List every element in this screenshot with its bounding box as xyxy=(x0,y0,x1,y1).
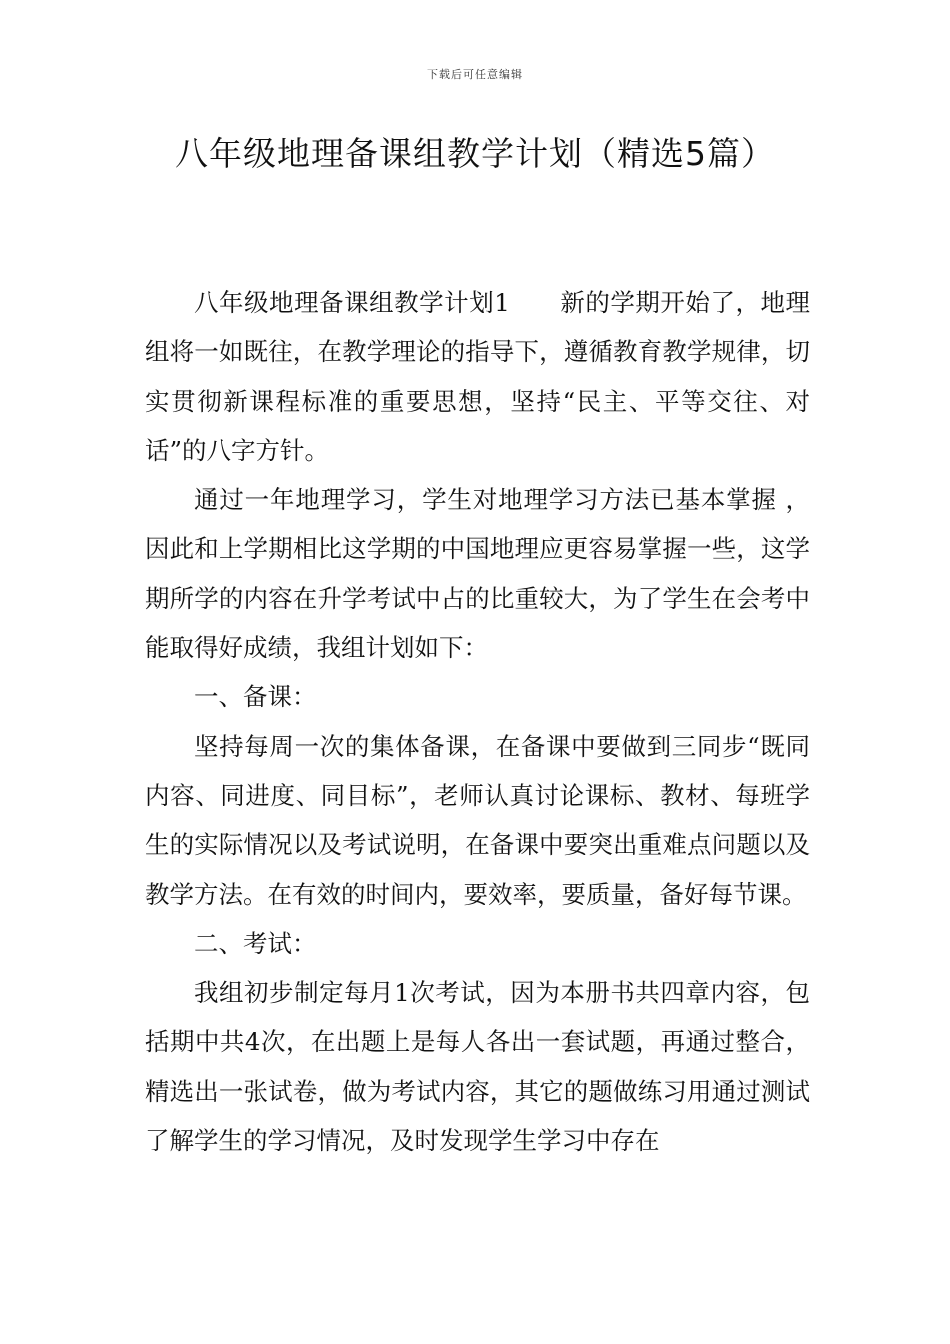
paragraph-intro xyxy=(145,278,810,475)
document-title: 八年级地理备课组教学计划（精选5篇） xyxy=(175,134,775,173)
section-heading-exams: 二、考试： xyxy=(194,928,317,958)
section-heading-lesson-prep: 一、备课： xyxy=(194,682,317,712)
page-header-note: 下载后可任意编辑 xyxy=(427,68,523,81)
paragraph: 通过一年地理学习，学生对地理学习方法已基本掌握 ，因此和上学期相比这学期的中国地理应更容易掌握一些，这学期所学的内容在升学考试中占的比重较大，为了学生在会考中能取得好成绩，我组计划如下： xyxy=(145,485,810,663)
document-body xyxy=(145,278,810,1165)
paragraph: 坚持每周一次的集体备课，在备课中要做到三同步“既同内容、同进度、同目标”，老师认真讨论课标、教材、每班学生的实际情况以及考试说明，在备课中要突出重难点问题以及教学方法。在有效的时间内，要效率，要质量，备好每节课。 xyxy=(145,731,810,909)
paragraph-text: 新的学期开始了，地理组将一如既往，在教学理论的指导下，遵循教育教学规律，切实贯彻新课程标准的重要思想，坚持“民主、平等交往、对话”的八字方针。 xyxy=(145,288,810,465)
paragraph: 我组初步制定每月1次考试，因为本册书共四章内容，包括期中共4次，在出题上是每人各出一套试题，再通过整合，精选出一张试卷，做为考试内容，其它的题做练习用通过测试了解学生的学习情况，及时发现学生学习中存在 xyxy=(145,978,810,1156)
plan-heading: 八年级地理备课组教学计划1 xyxy=(194,288,510,317)
